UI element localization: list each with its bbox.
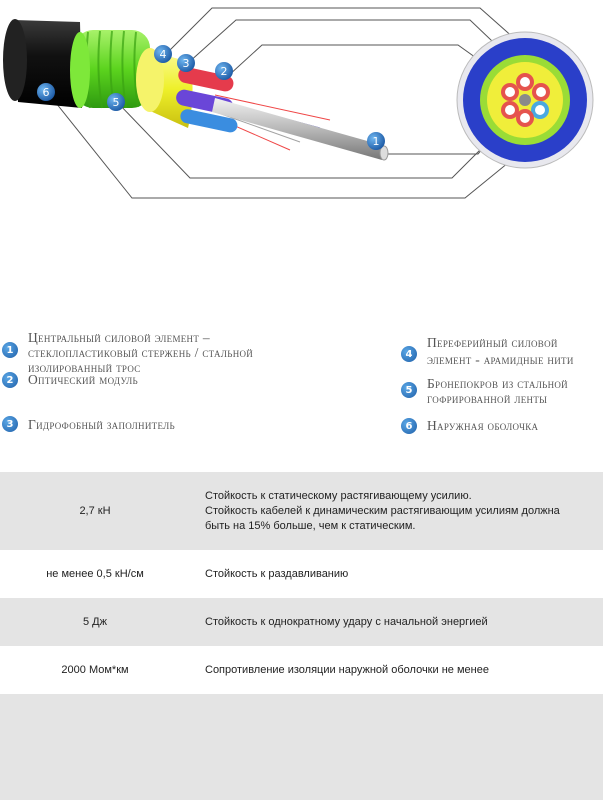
spec-value: 2000 Мом*км	[61, 664, 129, 676]
marker-4	[154, 45, 172, 63]
cable-cross-section	[457, 32, 593, 168]
legend-item-5	[401, 376, 601, 406]
legend-badge-3: 3	[2, 416, 18, 432]
spec-description: Стойкость к раздавливанию	[205, 567, 349, 580]
marker-1-label: 1	[372, 135, 380, 148]
legend-item-2	[2, 370, 302, 388]
spec-value: 5 Дж	[83, 616, 107, 628]
legend-text-6: Наружная оболочка	[427, 418, 539, 433]
legend-text-5: Бронепокров из стальной гофрированной ленты	[427, 376, 568, 406]
legend-text-4: Переферийный силовой элемент - арамидные нити	[427, 335, 574, 367]
legend-badge-1: 1	[2, 342, 18, 358]
specs-table	[0, 472, 603, 694]
table-row	[0, 550, 603, 598]
marker-3	[177, 54, 195, 72]
marker-2-label: 2	[220, 65, 228, 78]
marker-3-label: 3	[182, 57, 190, 70]
table-row	[0, 646, 603, 694]
spec-value: 2,7 кН	[79, 505, 111, 517]
spec-value: не менее 0,5 кН/см	[46, 568, 144, 580]
spec-description: Сопротивление изоляции наружной оболочки не менее	[205, 663, 489, 676]
spec-description: Стойкость к статическому растягивающему усилию. Стойкость кабелей к динамическим растягивающим усилиям должна быть на 15% больше, чем к статическим.	[205, 489, 560, 532]
legend-text-3: Гидрофобный заполнитель	[28, 417, 175, 432]
table-row	[0, 598, 603, 646]
legend-item-1	[2, 330, 302, 375]
legend-badge-4: 4	[401, 346, 417, 362]
legend-item-3	[2, 414, 302, 432]
legend-badge-2: 2	[2, 372, 18, 388]
marker-6-label: 6	[42, 86, 50, 99]
legend-text-2: Оптический модуль	[28, 372, 139, 387]
spec-description: Стойкость к однократному удару с начальной энергией	[205, 615, 488, 628]
marker-1	[367, 132, 385, 150]
legend-text-1: Центральный силовой элемент – стеклопластиковый стержень / стальной изолированный трос	[28, 330, 254, 375]
legend-item-4	[401, 334, 601, 368]
cable-illustration	[0, 0, 603, 300]
cable-body	[3, 19, 388, 160]
legend-badge-5: 5	[401, 382, 417, 398]
marker-5	[107, 93, 125, 111]
legend-item-6	[401, 416, 601, 434]
marker-2	[215, 62, 233, 80]
marker-6	[37, 83, 55, 101]
legend-badge-6: 6	[401, 418, 417, 434]
table-row	[0, 472, 603, 550]
marker-5-label: 5	[112, 96, 120, 109]
marker-4-label: 4	[159, 48, 167, 61]
footer-background	[0, 694, 603, 800]
